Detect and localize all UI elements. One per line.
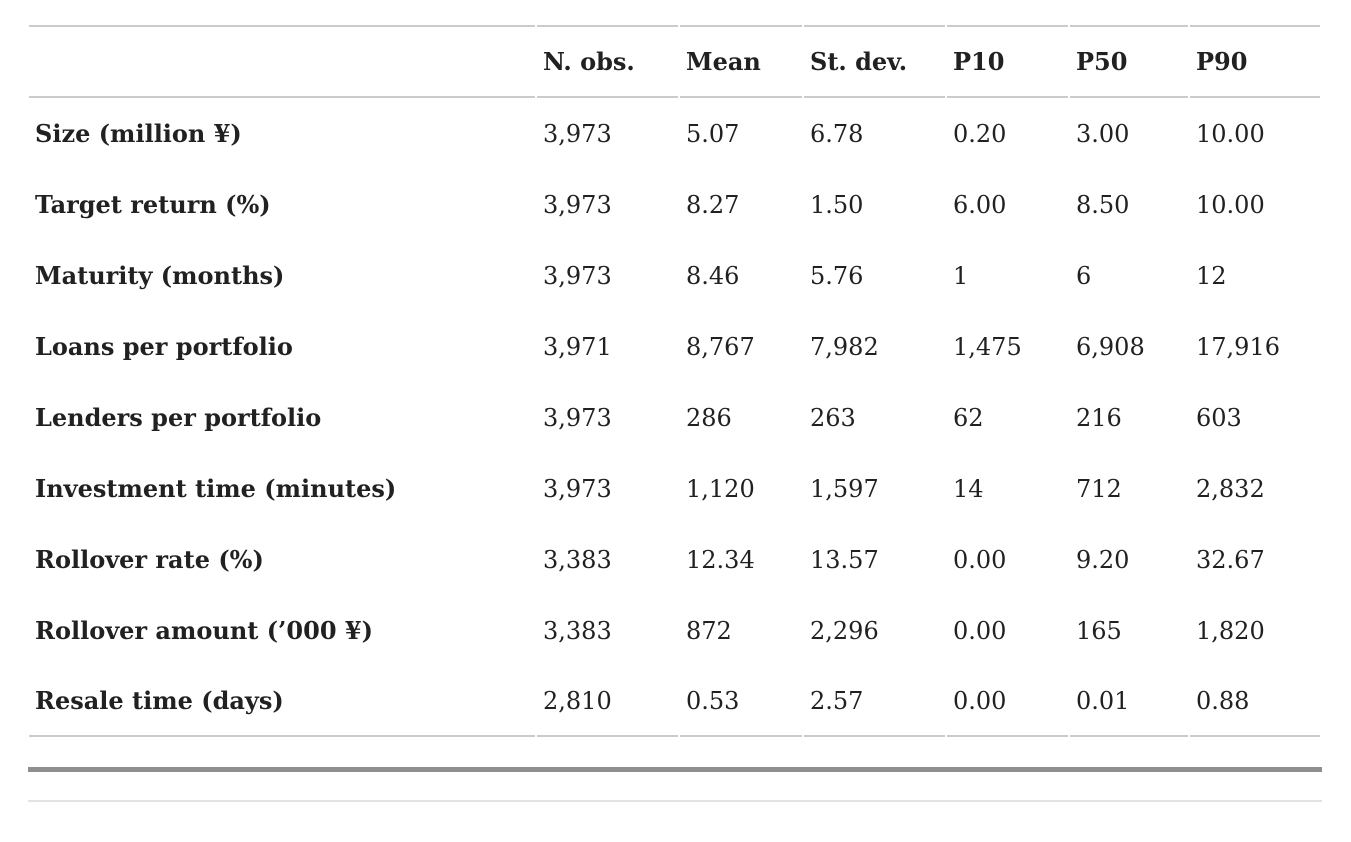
cell-p90: 603	[1196, 403, 1242, 432]
cell-p90: 17,916	[1196, 332, 1280, 361]
row-label: Lenders per portfolio	[35, 403, 322, 432]
row-label: Rollover rate (%)	[35, 545, 264, 574]
row-label: Loans per portfolio	[35, 332, 293, 361]
table-row	[29, 169, 1320, 240]
cell-stdev: 263	[810, 403, 856, 432]
cell-nobs: 3,973	[543, 261, 612, 290]
table-row	[29, 98, 1320, 169]
faint-bottom-rule	[28, 800, 1322, 802]
cell-nobs: 3,383	[543, 545, 612, 574]
cell-p10: 0.00	[953, 545, 1007, 574]
cell-p50: 9.20	[1076, 545, 1130, 574]
cell-stdev: 2.57	[804, 666, 945, 737]
cell-mean: 8,767	[686, 332, 755, 361]
cell-mean: 0.53	[680, 666, 802, 737]
cell-stdev: 5.76	[810, 261, 864, 290]
cell-p10: 14	[953, 474, 984, 503]
cell-stdev: 7,982	[810, 332, 879, 361]
cell-p50: 6,908	[1076, 332, 1145, 361]
row-label: Investment time (minutes)	[35, 474, 397, 503]
cell-p90: 10.00	[1196, 119, 1265, 148]
row-label: Resale time (days)	[29, 666, 535, 737]
cell-p90: 2,832	[1196, 474, 1265, 503]
table-header-row	[29, 25, 1320, 98]
table-row	[29, 311, 1320, 382]
cell-p50: 216	[1076, 403, 1122, 432]
cell-p10: 1	[953, 261, 969, 290]
cell-mean: 12.34	[686, 545, 755, 574]
cell-stdev: 13.57	[810, 545, 879, 574]
cell-nobs: 3,973	[543, 190, 612, 219]
cell-p90: 1,820	[1196, 616, 1265, 645]
header-cell-blank	[29, 25, 535, 98]
cell-mean: 8.46	[686, 261, 740, 290]
table-row	[29, 595, 1320, 666]
cell-p50: 3.00	[1076, 119, 1130, 148]
paper-page	[0, 25, 1351, 842]
cell-nobs: 3,383	[543, 616, 612, 645]
cell-nobs: 3,973	[543, 403, 612, 432]
table-row	[29, 666, 1320, 737]
cell-p50: 0.01	[1070, 666, 1188, 737]
cell-mean: 8.27	[686, 190, 740, 219]
cell-mean: 5.07	[686, 119, 740, 148]
cell-p50: 165	[1076, 616, 1122, 645]
cell-mean: 1,120	[686, 474, 755, 503]
row-label: Size (million ¥)	[35, 119, 242, 148]
cell-p90: 0.88	[1190, 666, 1320, 737]
table-row	[29, 453, 1320, 524]
cell-p90: 10.00	[1196, 190, 1265, 219]
cell-p90: 12	[1196, 261, 1227, 290]
cell-nobs: 2,810	[537, 666, 678, 737]
cell-p10: 0.00	[953, 616, 1007, 645]
cell-stdev: 2,296	[810, 616, 879, 645]
cell-nobs: 3,973	[543, 119, 612, 148]
section-divider-rule	[28, 767, 1322, 772]
table-row	[29, 382, 1320, 453]
cell-nobs: 3,971	[543, 332, 612, 361]
cell-p50: 8.50	[1076, 190, 1130, 219]
row-label: Target return (%)	[35, 190, 271, 219]
cell-p50: 712	[1076, 474, 1122, 503]
table-row	[29, 524, 1320, 595]
header-cell-p10: P10	[947, 25, 1068, 98]
summary-statistics-table	[27, 25, 1322, 737]
table-row	[29, 240, 1320, 311]
header-cell-mean: Mean	[680, 25, 802, 98]
cell-p10: 0.00	[947, 666, 1068, 737]
cell-p10: 6.00	[953, 190, 1007, 219]
header-cell-stdev: St. dev.	[804, 25, 945, 98]
cell-p10: 1,475	[953, 332, 1022, 361]
cell-p90: 32.67	[1196, 545, 1265, 574]
cell-p10: 0.20	[953, 119, 1007, 148]
row-label: Maturity (months)	[35, 261, 285, 290]
cell-stdev: 6.78	[810, 119, 864, 148]
cell-p50: 6	[1076, 261, 1092, 290]
cell-mean: 872	[686, 616, 732, 645]
header-cell-p90: P90	[1190, 25, 1320, 98]
cell-mean: 286	[686, 403, 732, 432]
row-label: Rollover amount (’000 ¥)	[35, 616, 373, 645]
cell-stdev: 1,597	[810, 474, 879, 503]
header-cell-nobs: N. obs.	[537, 25, 678, 98]
cell-stdev: 1.50	[810, 190, 864, 219]
cell-p10: 62	[953, 403, 984, 432]
cell-nobs: 3,973	[543, 474, 612, 503]
header-cell-p50: P50	[1070, 25, 1188, 98]
